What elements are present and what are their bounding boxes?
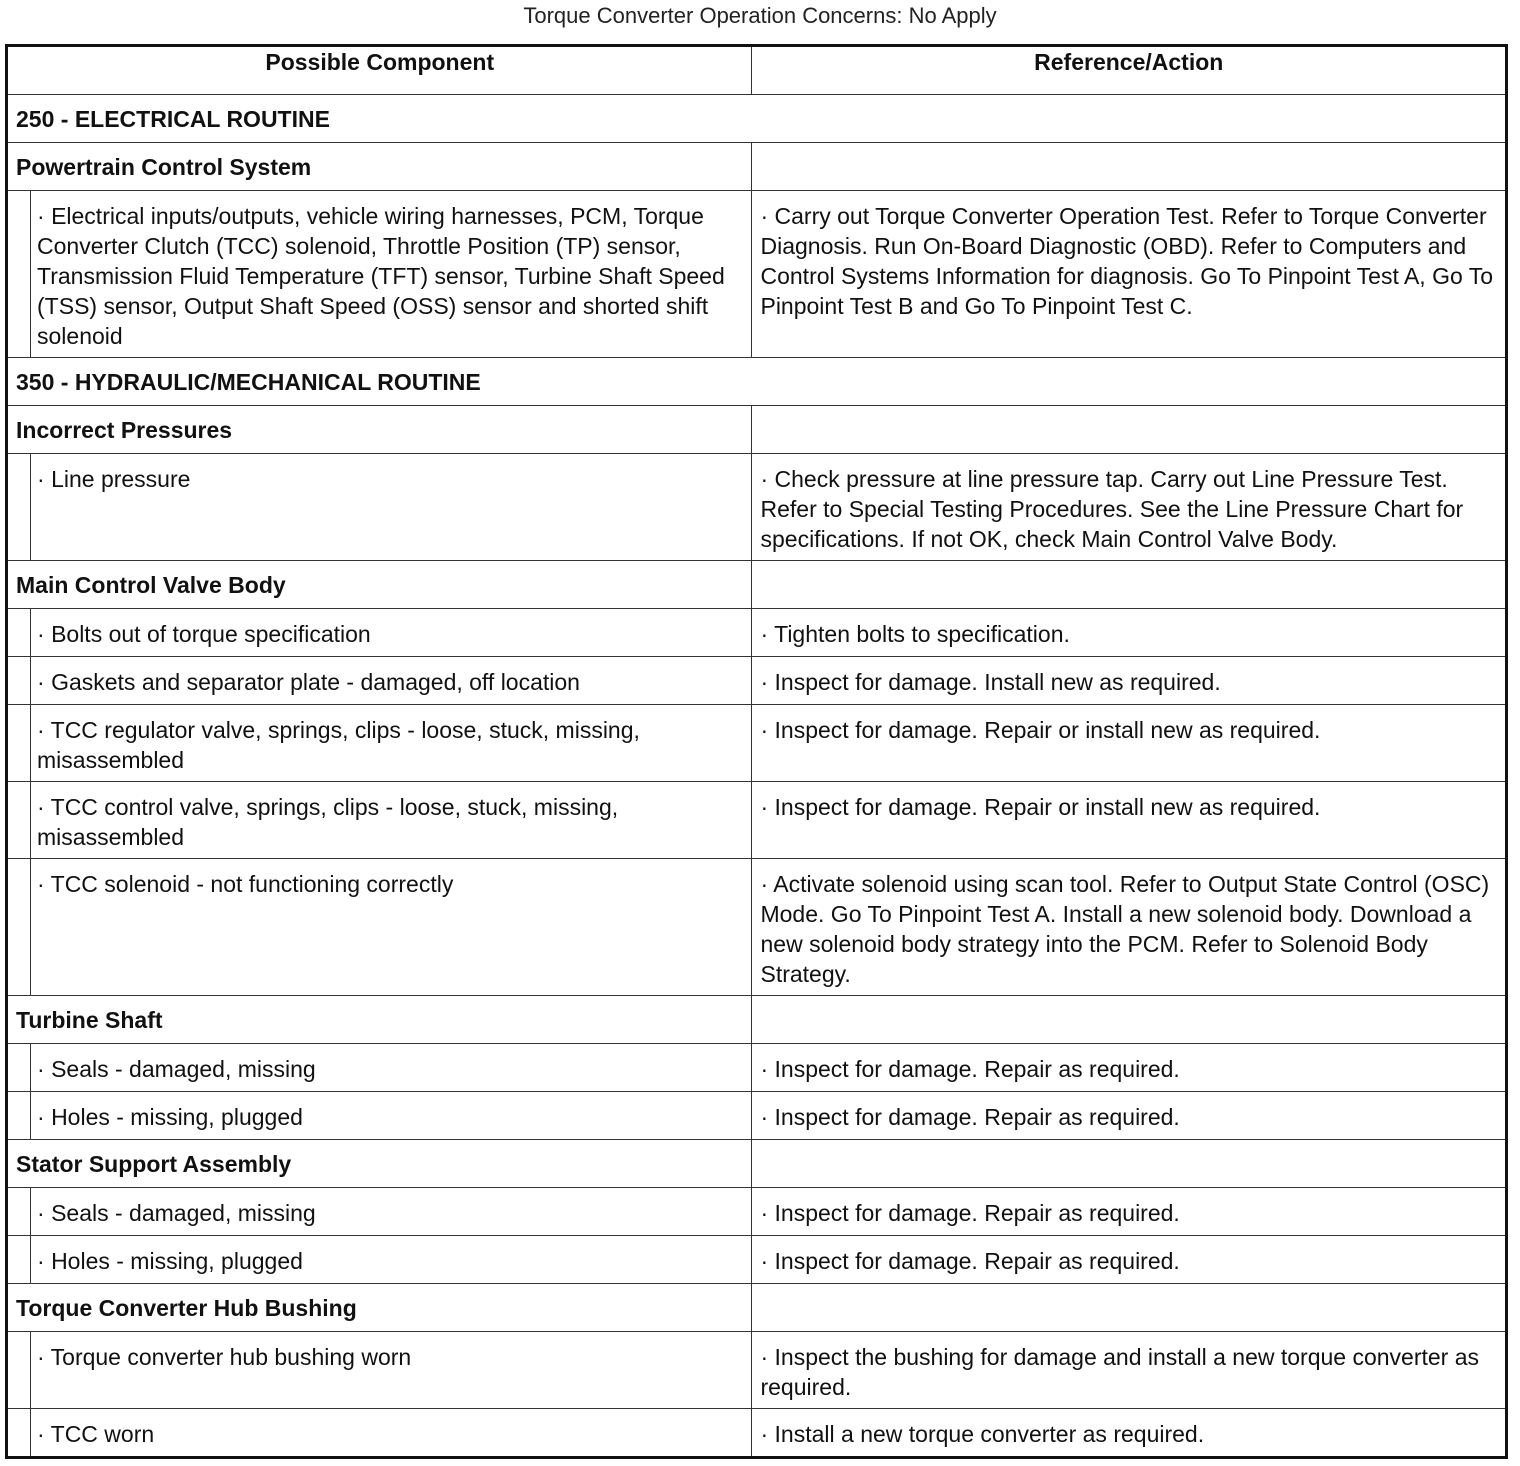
table-row xyxy=(7,705,1507,782)
indent-cell xyxy=(7,859,31,996)
component-cell: · Torque converter hub bushing worn xyxy=(31,1332,752,1409)
action-cell: · Tighten bolts to specification. xyxy=(752,609,1507,657)
group-reference-empty xyxy=(752,1284,1507,1332)
table-row xyxy=(7,609,1507,657)
routine-row xyxy=(7,358,1507,406)
component-cell: · Holes - missing, plugged xyxy=(31,1092,752,1140)
action-cell: · Inspect for damage. Repair or install new as required. xyxy=(752,782,1507,859)
component-cell: · TCC control valve, springs, clips - loose, stuck, missing, misassembled xyxy=(31,782,752,859)
component-cell: · Line pressure xyxy=(31,454,752,561)
group-name: Stator Support Assembly xyxy=(7,1140,752,1188)
indent-cell xyxy=(7,454,31,561)
group-row xyxy=(7,1140,1507,1188)
indent-cell xyxy=(7,1332,31,1409)
action-cell: · Activate solenoid using scan tool. Refer to Output State Control (OSC) Mode. Go To Pinpoint Test A. Install a new solenoid body. Download a new solenoid body strategy into the PCM. Refer to Solenoid Body Strategy. xyxy=(752,859,1507,996)
action-cell: · Inspect for damage. Install new as required. xyxy=(752,657,1507,705)
table-body xyxy=(7,95,1507,1458)
routine-row xyxy=(7,95,1507,143)
routine-title: 250 - ELECTRICAL ROUTINE xyxy=(7,95,1507,143)
column-header-reference: Reference/Action xyxy=(752,46,1507,95)
component-cell: · Gaskets and separator plate - damaged, off location xyxy=(31,657,752,705)
group-reference-empty xyxy=(752,996,1507,1044)
indent-cell xyxy=(7,191,31,358)
action-cell: · Carry out Torque Converter Operation Test. Refer to Torque Converter Diagnosis. Run On-Board Diagnostic (OBD). Refer to Computers and Control Systems Information for diagnosis. Go To Pinpoint Test A, Go To Pinpoint Test B and Go To Pinpoint Test C. xyxy=(752,191,1507,358)
group-row xyxy=(7,1284,1507,1332)
action-cell: · Inspect for damage. Repair as required. xyxy=(752,1044,1507,1092)
indent-cell xyxy=(7,705,31,782)
table-row xyxy=(7,859,1507,996)
component-cell: · TCC worn xyxy=(31,1409,752,1458)
table-row xyxy=(7,454,1507,561)
diagnosis-table xyxy=(5,44,1508,1459)
table-row xyxy=(7,1044,1507,1092)
indent-cell xyxy=(7,1236,31,1284)
column-header-component: Possible Component xyxy=(7,46,752,95)
table-row xyxy=(7,782,1507,859)
indent-cell xyxy=(7,609,31,657)
indent-cell xyxy=(7,1188,31,1236)
group-name: Incorrect Pressures xyxy=(7,406,752,454)
table-row xyxy=(7,1188,1507,1236)
group-name: Turbine Shaft xyxy=(7,996,752,1044)
group-name: Torque Converter Hub Bushing xyxy=(7,1284,752,1332)
indent-cell xyxy=(7,657,31,705)
indent-cell xyxy=(7,1409,31,1458)
action-cell: · Inspect for damage. Repair or install new as required. xyxy=(752,705,1507,782)
group-reference-empty xyxy=(752,561,1507,609)
group-reference-empty xyxy=(752,1140,1507,1188)
page-title: Torque Converter Operation Concerns: No Apply xyxy=(523,3,997,28)
routine-title: 350 - HYDRAULIC/MECHANICAL ROUTINE xyxy=(7,358,1507,406)
action-cell: · Inspect for damage. Repair as required. xyxy=(752,1092,1507,1140)
component-cell: · Seals - damaged, missing xyxy=(31,1044,752,1092)
action-cell: · Install a new torque converter as required. xyxy=(752,1409,1507,1458)
group-row xyxy=(7,561,1507,609)
table-row xyxy=(7,1092,1507,1140)
group-reference-empty xyxy=(752,143,1507,191)
action-cell: · Inspect the bushing for damage and install a new torque converter as required. xyxy=(752,1332,1507,1409)
group-row xyxy=(7,406,1507,454)
action-cell: · Inspect for damage. Repair as required. xyxy=(752,1188,1507,1236)
table-header-row xyxy=(7,46,1507,95)
indent-cell xyxy=(7,782,31,859)
table-row xyxy=(7,657,1507,705)
action-cell: · Inspect for damage. Repair as required. xyxy=(752,1236,1507,1284)
group-row xyxy=(7,996,1507,1044)
table-row xyxy=(7,1236,1507,1284)
group-name: Main Control Valve Body xyxy=(7,561,752,609)
group-reference-empty xyxy=(752,406,1507,454)
table-row xyxy=(7,1332,1507,1409)
component-cell: · Holes - missing, plugged xyxy=(31,1236,752,1284)
component-cell: · Seals - damaged, missing xyxy=(31,1188,752,1236)
action-cell: · Check pressure at line pressure tap. Carry out Line Pressure Test. Refer to Special Testing Procedures. See the Line Pressure Chart for specifications. If not OK, check Main Control Valve Body. xyxy=(752,454,1507,561)
table-row xyxy=(7,191,1507,358)
component-cell: · Bolts out of torque specification xyxy=(31,609,752,657)
component-cell: · TCC solenoid - not functioning correctly xyxy=(31,859,752,996)
group-row xyxy=(7,143,1507,191)
group-name: Powertrain Control System xyxy=(7,143,752,191)
indent-cell xyxy=(7,1044,31,1092)
component-cell: · Electrical inputs/outputs, vehicle wiring harnesses, PCM, Torque Converter Clutch (TCC) solenoid, Throttle Position (TP) sensor, Transmission Fluid Temperature (TFT) sensor, Turbine Shaft Speed (TSS) sensor, Output Shaft Speed (OSS) sensor and shorted shift solenoid xyxy=(31,191,752,358)
component-cell: · TCC regulator valve, springs, clips - loose, stuck, missing, misassembled xyxy=(31,705,752,782)
indent-cell xyxy=(7,1092,31,1140)
table-row xyxy=(7,1409,1507,1458)
